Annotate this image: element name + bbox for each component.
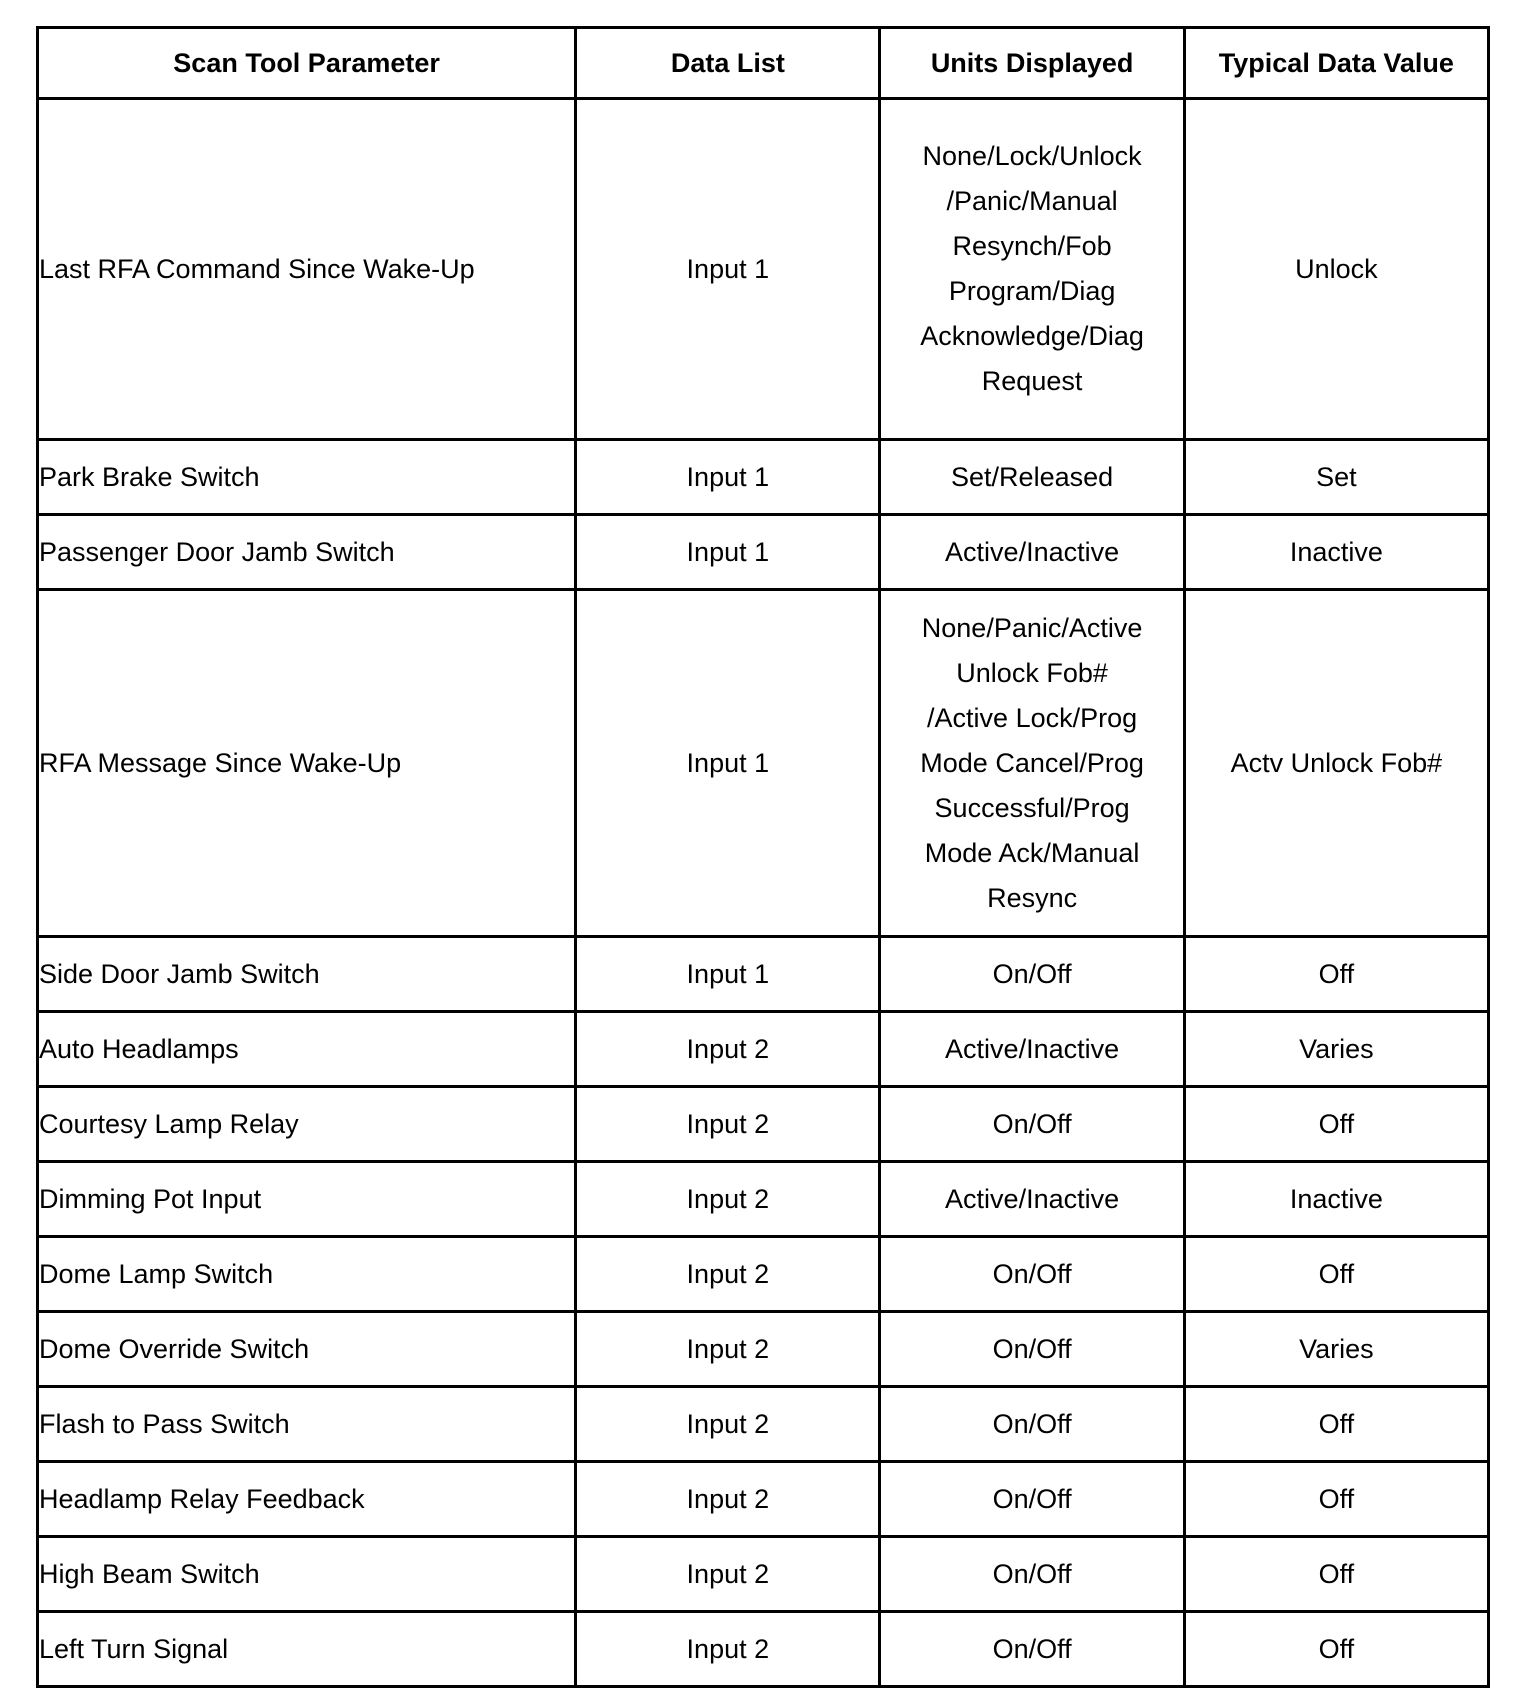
cell-units: On/Off [880, 1537, 1184, 1612]
cell-typical-value: Off [1184, 1237, 1488, 1312]
cell-typical-value: Inactive [1184, 1162, 1488, 1237]
cell-typical-value: Set [1184, 440, 1488, 515]
cell-parameter: Flash to Pass Switch [38, 1387, 576, 1462]
header-data-list: Data List [576, 28, 880, 99]
cell-parameter: RFA Message Since Wake-Up [38, 590, 576, 937]
cell-units: On/Off [880, 1387, 1184, 1462]
cell-units [880, 590, 1184, 937]
table-row [38, 1462, 1489, 1537]
table-body [38, 99, 1489, 1687]
cell-data-list: Input 2 [576, 1012, 880, 1087]
cell-units: On/Off [880, 1312, 1184, 1387]
table-row [38, 1312, 1489, 1387]
header-row [38, 28, 1489, 99]
units-line: Resynch/Fob [952, 231, 1112, 261]
cell-typical-value: Off [1184, 1537, 1488, 1612]
cell-units: Active/Inactive [880, 1012, 1184, 1087]
units-line: Mode Ack/Manual [924, 837, 1140, 868]
units-line: Unlock Fob# [956, 657, 1108, 688]
cell-typical-value: Off [1184, 1387, 1488, 1462]
cell-data-list: Input 1 [576, 590, 880, 937]
table-row [38, 590, 1489, 937]
cell-typical-value: Off [1184, 1612, 1488, 1687]
cell-data-list: Input 2 [576, 1537, 880, 1612]
units-line: Successful/Prog [934, 792, 1130, 823]
cell-units: On/Off [880, 1612, 1184, 1687]
cell-typical-value: Off [1184, 1462, 1488, 1537]
cell-data-list: Input 1 [576, 937, 880, 1012]
cell-parameter: Side Door Jamb Switch [38, 937, 576, 1012]
cell-parameter: Last RFA Command Since Wake-Up [38, 99, 576, 440]
cell-parameter: Dome Override Switch [38, 1312, 576, 1387]
cell-data-list: Input 2 [576, 1162, 880, 1237]
table-header [38, 28, 1489, 99]
cell-parameter: Left Turn Signal [38, 1612, 576, 1687]
cell-data-list: Input 1 [576, 515, 880, 590]
cell-units: On/Off [880, 937, 1184, 1012]
units-line: /Panic/Manual [946, 186, 1118, 216]
cell-data-list: Input 1 [576, 99, 880, 440]
scan-tool-data-table [36, 26, 1490, 1688]
cell-typical-value: Varies [1184, 1012, 1488, 1087]
table-row [38, 1087, 1489, 1162]
table-row [38, 1612, 1489, 1687]
cell-data-list: Input 2 [576, 1462, 880, 1537]
units-line: Request [981, 366, 1083, 396]
table-row [38, 1012, 1489, 1087]
cell-units [880, 99, 1184, 440]
header-units-displayed: Units Displayed [880, 28, 1184, 99]
cell-data-list: Input 2 [576, 1237, 880, 1312]
cell-parameter: Dimming Pot Input [38, 1162, 576, 1237]
header-scan-tool-parameter: Scan Tool Parameter [38, 28, 576, 99]
cell-typical-value: Off [1184, 937, 1488, 1012]
cell-units: On/Off [880, 1087, 1184, 1162]
cell-data-list: Input 2 [576, 1612, 880, 1687]
units-line: None/Panic/Active [921, 612, 1143, 643]
units-line: None/Lock/Unlock [922, 141, 1142, 171]
table-row [38, 440, 1489, 515]
cell-parameter: Passenger Door Jamb Switch [38, 515, 576, 590]
cell-typical-value: Off [1184, 1087, 1488, 1162]
cell-data-list: Input 2 [576, 1087, 880, 1162]
cell-typical-value: Inactive [1184, 515, 1488, 590]
cell-units: On/Off [880, 1462, 1184, 1537]
cell-parameter: Courtesy Lamp Relay [38, 1087, 576, 1162]
cell-parameter: High Beam Switch [38, 1537, 576, 1612]
table-row [38, 1537, 1489, 1612]
cell-data-list: Input 2 [576, 1387, 880, 1462]
cell-parameter: Auto Headlamps [38, 1012, 576, 1087]
cell-data-list: Input 2 [576, 1312, 880, 1387]
table-row [38, 99, 1489, 440]
units-line: /Active Lock/Prog [927, 702, 1138, 733]
cell-parameter: Park Brake Switch [38, 440, 576, 515]
cell-typical-value: Varies [1184, 1312, 1488, 1387]
cell-data-list: Input 1 [576, 440, 880, 515]
units-line: Resync [987, 882, 1078, 913]
cell-units: On/Off [880, 1237, 1184, 1312]
units-line: Acknowledge/Diag [920, 321, 1144, 351]
cell-units: Active/Inactive [880, 515, 1184, 590]
table-row [38, 1237, 1489, 1312]
cell-parameter: Headlamp Relay Feedback [38, 1462, 576, 1537]
cell-parameter: Dome Lamp Switch [38, 1237, 576, 1312]
header-typical-data-value: Typical Data Value [1184, 28, 1488, 99]
table-row [38, 515, 1489, 590]
units-line: Mode Cancel/Prog [920, 747, 1144, 778]
cell-typical-value: Unlock [1184, 99, 1488, 440]
cell-units: Set/Released [880, 440, 1184, 515]
cell-units: Active/Inactive [880, 1162, 1184, 1237]
table-row [38, 1387, 1489, 1462]
cell-typical-value: Actv Unlock Fob# [1184, 590, 1488, 937]
table-row [38, 1162, 1489, 1237]
units-line: Program/Diag [948, 276, 1116, 306]
table-row [38, 937, 1489, 1012]
